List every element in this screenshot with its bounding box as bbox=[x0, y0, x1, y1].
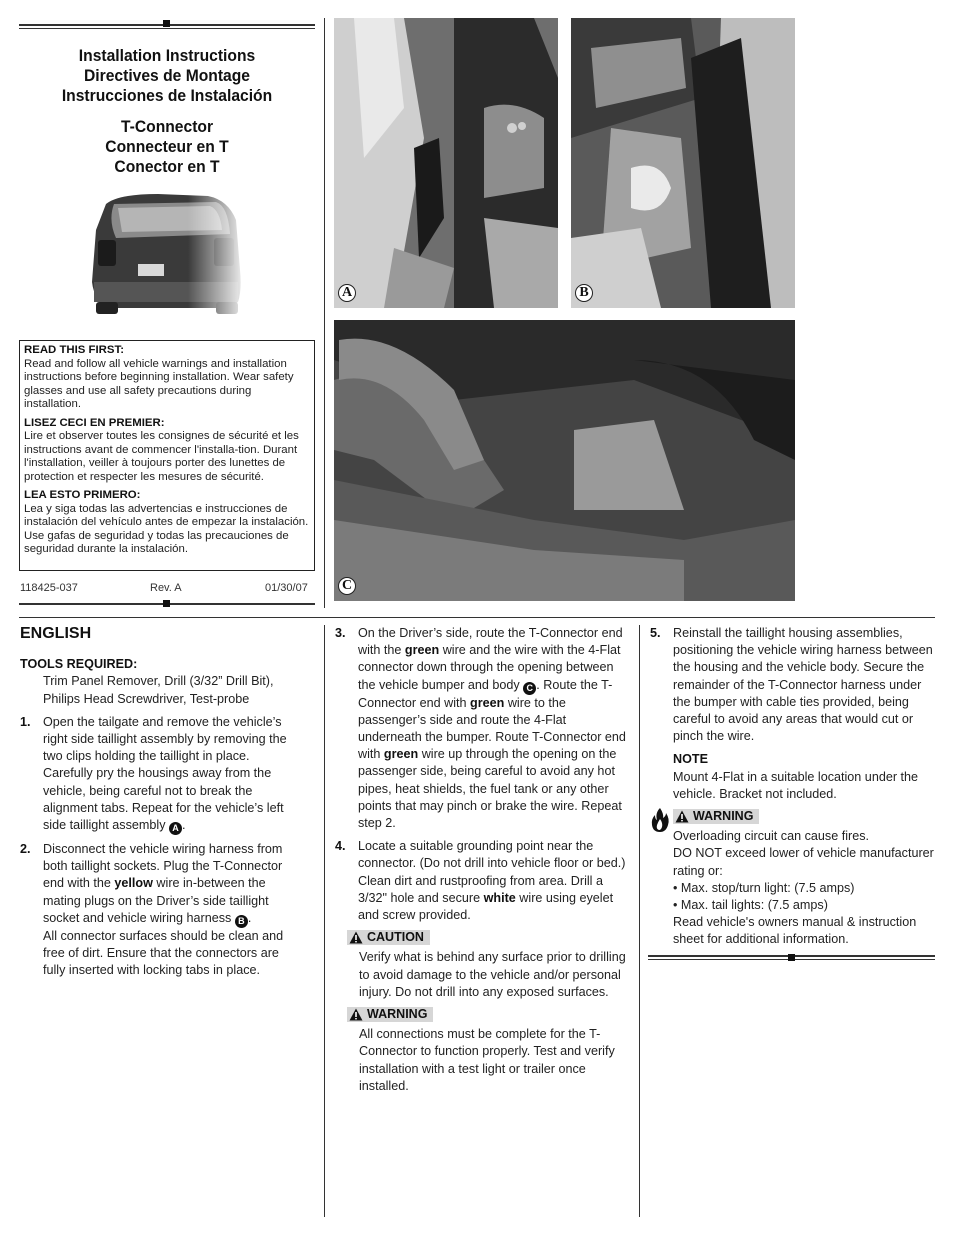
read-first-box bbox=[19, 340, 315, 571]
step-1-number: 1. bbox=[20, 714, 31, 729]
read-first-fr-heading: LISEZ CECI EN PREMIER: bbox=[24, 416, 165, 429]
warning-label-1 bbox=[347, 1007, 433, 1022]
section-divider bbox=[19, 617, 935, 618]
product-english: T-Connector bbox=[120, 117, 214, 136]
warning-2-line-3: Read vehicle's owners manual & instruction sheet for additional information. bbox=[673, 915, 917, 947]
top-rule-second bbox=[19, 28, 315, 29]
tools-heading: TOOLS REQUIRED: bbox=[20, 657, 138, 672]
meta-marker bbox=[163, 600, 170, 607]
step-3-wire-color-3: green bbox=[383, 747, 419, 762]
top-vertical-divider bbox=[324, 18, 325, 608]
warning-label-2 bbox=[673, 809, 759, 824]
step-4-text-a: Locate a suitable grounding point near the connector. (Do not drill into vehicle floor or bed.) Clean dirt and rustproofing from area. Drill a 3/32" hole and secure bbox=[358, 839, 626, 905]
read-first-en-text: Read and follow all vehicle warnings and installation instructions before beginning installation. Wear safety glasses and use all safety precautions during installation. bbox=[24, 357, 294, 410]
step-2-text-a: Disconnect the vehicle wiring harness from both taillight sockets. Plug the T-Connector end with the bbox=[43, 842, 283, 891]
step-3-wire-color-2: green bbox=[470, 695, 505, 710]
warning-2-block bbox=[650, 809, 934, 949]
column-3 bbox=[650, 625, 934, 949]
step-5-number: 5. bbox=[650, 626, 661, 640]
note-text: Mount 4-Flat in a suitable location under the vehicle. Bracket not included. bbox=[673, 769, 919, 801]
step-3-number: 3. bbox=[335, 626, 346, 640]
step-3-text-c: Route the T-Connector end with bbox=[358, 677, 613, 710]
warning-triangle-icon bbox=[349, 1008, 363, 1021]
end-marker bbox=[788, 954, 795, 961]
photo-c-letter: C bbox=[338, 577, 356, 595]
column-2 bbox=[335, 625, 627, 1095]
photo-c bbox=[334, 320, 795, 601]
step-3: 3. On the Driver’s side, route the T-Connector end with the green wire and the wire with the 4-Flat connector down through the opening between the vehicle bumper and body C . Route the T-Connector end with green wire to the passenger’s side and route the 4-Flat underneath the bumper. Route T-Connector end with green wire up through the opening on the passenger side, being careful to avoid any hot pipes, heat shields, the fuel tank or any other points that may pinch or brake the wire. Repeat step 2. bbox=[335, 626, 626, 831]
product-french: Connecteur en T bbox=[105, 137, 229, 156]
step-5-text: Reinstall the taillight housing assemblies, positioning the vehicle wiring harness between the housing and the vehicle body. Secure the remainder of the T-Connector harness under the bumper with cable ties provided, being careful to avoid any areas that would cut or pinch the wire. bbox=[673, 626, 933, 744]
step-2-wire-color: yellow bbox=[114, 876, 153, 891]
step-2-text-b: wire in-between the mating plugs on the Driver’s side taillight socket and vehicle wiring harness bbox=[43, 876, 269, 925]
photo-ref-a-badge: A bbox=[169, 822, 182, 835]
warning-2-line-2: DO NOT exceed lower of vehicle manufacturer rating or: bbox=[673, 846, 934, 878]
step-5 bbox=[650, 625, 934, 745]
step-4 bbox=[335, 838, 627, 924]
step-3-wire-color-1: green bbox=[404, 643, 440, 658]
product-spanish: Conector en T bbox=[114, 157, 220, 176]
title-block bbox=[32, 46, 302, 177]
warning-2-line-1: Overloading circuit can cause fires. bbox=[673, 829, 869, 844]
step-3-text-b: wire and the wire with the 4-Flat connector down through the opening between the vehicle bumper and body bbox=[358, 643, 621, 692]
photo-a-letter: A bbox=[338, 284, 356, 302]
step-2: 2. Disconnect the vehicle wiring harness from both taillight sockets. Plug the T-Connector end with the yellow wire in-between the mating plugs on the Driver’s side taillight socket and vehicle wiring harness B . All connector surfaces should be clean and free of dirt. Ensure that the connectors are fully inserted with locking tabs in place. bbox=[20, 841, 302, 979]
photo-a bbox=[334, 18, 558, 308]
warning-label-1-text: WARNING bbox=[367, 1007, 428, 1022]
warning-2-bullet-2: • Max. tail lights: (7.5 amps) bbox=[673, 898, 828, 913]
step-4-number: 4. bbox=[335, 839, 346, 854]
read-first-fr-text: Lire et observer toutes les consignes de sécurité et les instructions avant de commencer l'installa-tion. Durant l'installation, veiller à toujours porter des lunettes de protection et respecter les mesures de sécurité. bbox=[24, 430, 299, 483]
photo-ref-b-badge: B bbox=[235, 915, 248, 928]
step-2-number: 2. bbox=[20, 842, 31, 857]
column-1 bbox=[20, 625, 302, 979]
photo-b-letter: B bbox=[575, 284, 593, 302]
vehicle-rear-image bbox=[88, 190, 248, 320]
read-first-es-text: Lea y siga todas las advertencias e instrucciones de instalación del vehículo antes de empezar la instalación. Use gafas de seguridad y todas las precauciones de seguridad durante la instalación. bbox=[24, 502, 309, 555]
step-1: 1. Open the tailgate and remove the vehicle’s right side taillight assembly by removing the two clips holding the taillight in place. Carefully pry the housings away from the vehicle, being careful not to break the alignment tabs. Repeat for the vehicle’s left side taillight assembly A . bbox=[20, 714, 287, 834]
step-1-text: Open the tailgate and remove the vehicle’s right side taillight assembly by removing the two clips holding the taillight in place. Carefully pry the housings away from the vehicle, being careful not to break the alignment tabs. Repeat for the vehicle’s left side taillight assembly bbox=[43, 714, 287, 833]
warning-1-text: All connections must be complete for the T-Connector to function properly. Test and verify installation with a test light or trailer once installed. bbox=[359, 1027, 615, 1093]
note-heading: NOTE bbox=[673, 752, 708, 767]
top-marker bbox=[163, 20, 170, 27]
warning-2-bullet-1: • Max. stop/turn light: (7.5 amps) bbox=[673, 880, 855, 895]
step-3-text-d: wire to the passenger’s side and route the 4-Flat underneath the bumper. Route T-Connector end with bbox=[358, 695, 626, 762]
warning-triangle-icon bbox=[349, 931, 363, 944]
caution-block bbox=[335, 930, 627, 1095]
caution-label-text: CAUTION bbox=[367, 930, 424, 945]
step-3-text-e: wire up through the opening on the passenger side, being careful to avoid any hot pipes, heat shields, the fuel tank or any other points that may pinch or brake the wire. Repeat step 2. bbox=[358, 747, 622, 831]
tools-text: Trim Panel Remover, Drill (3/32” Drill Bit), Philips Head Screwdriver, Test-probe bbox=[43, 674, 274, 706]
fire-icon bbox=[650, 807, 670, 833]
revision: Rev. A bbox=[150, 582, 182, 594]
title-french: Directives de Montage bbox=[83, 66, 251, 85]
warning-label-2-text: WARNING bbox=[693, 809, 754, 824]
step-4-wire-color: white bbox=[483, 890, 516, 905]
part-number: 118425-037 bbox=[20, 582, 78, 594]
column-divider-1 bbox=[324, 625, 325, 1217]
caution-text: Verify what is behind any surface prior to drilling to avoid damage to the vehicle and/or personal injury. Do not drill into any exposed surfaces. bbox=[359, 950, 626, 999]
step-4-text-b: wire using eyelet and screw provided. bbox=[358, 890, 614, 923]
caution-label bbox=[347, 930, 430, 945]
column-divider-2 bbox=[639, 625, 640, 1217]
step-2-text-c: All connector surfaces should be clean and free of dirt. Ensure that the connectors are fully inserted with locking tabs in place. bbox=[43, 928, 284, 978]
photo-b bbox=[571, 18, 795, 308]
title-spanish: Instrucciones de Instalación bbox=[61, 86, 273, 105]
read-first-en-heading: READ THIS FIRST: bbox=[24, 344, 124, 356]
step-3-text-a: On the Driver’s side, route the T-Connector end with the bbox=[358, 626, 623, 658]
photo-ref-c-badge: C bbox=[523, 682, 536, 695]
title-english: Installation Instructions bbox=[78, 46, 256, 65]
english-heading: ENGLISH bbox=[20, 625, 92, 642]
date: 01/30/07 bbox=[265, 582, 308, 594]
read-first-es-heading: LEA ESTO PRIMERO: bbox=[24, 489, 141, 501]
warning-triangle-icon bbox=[675, 810, 689, 823]
